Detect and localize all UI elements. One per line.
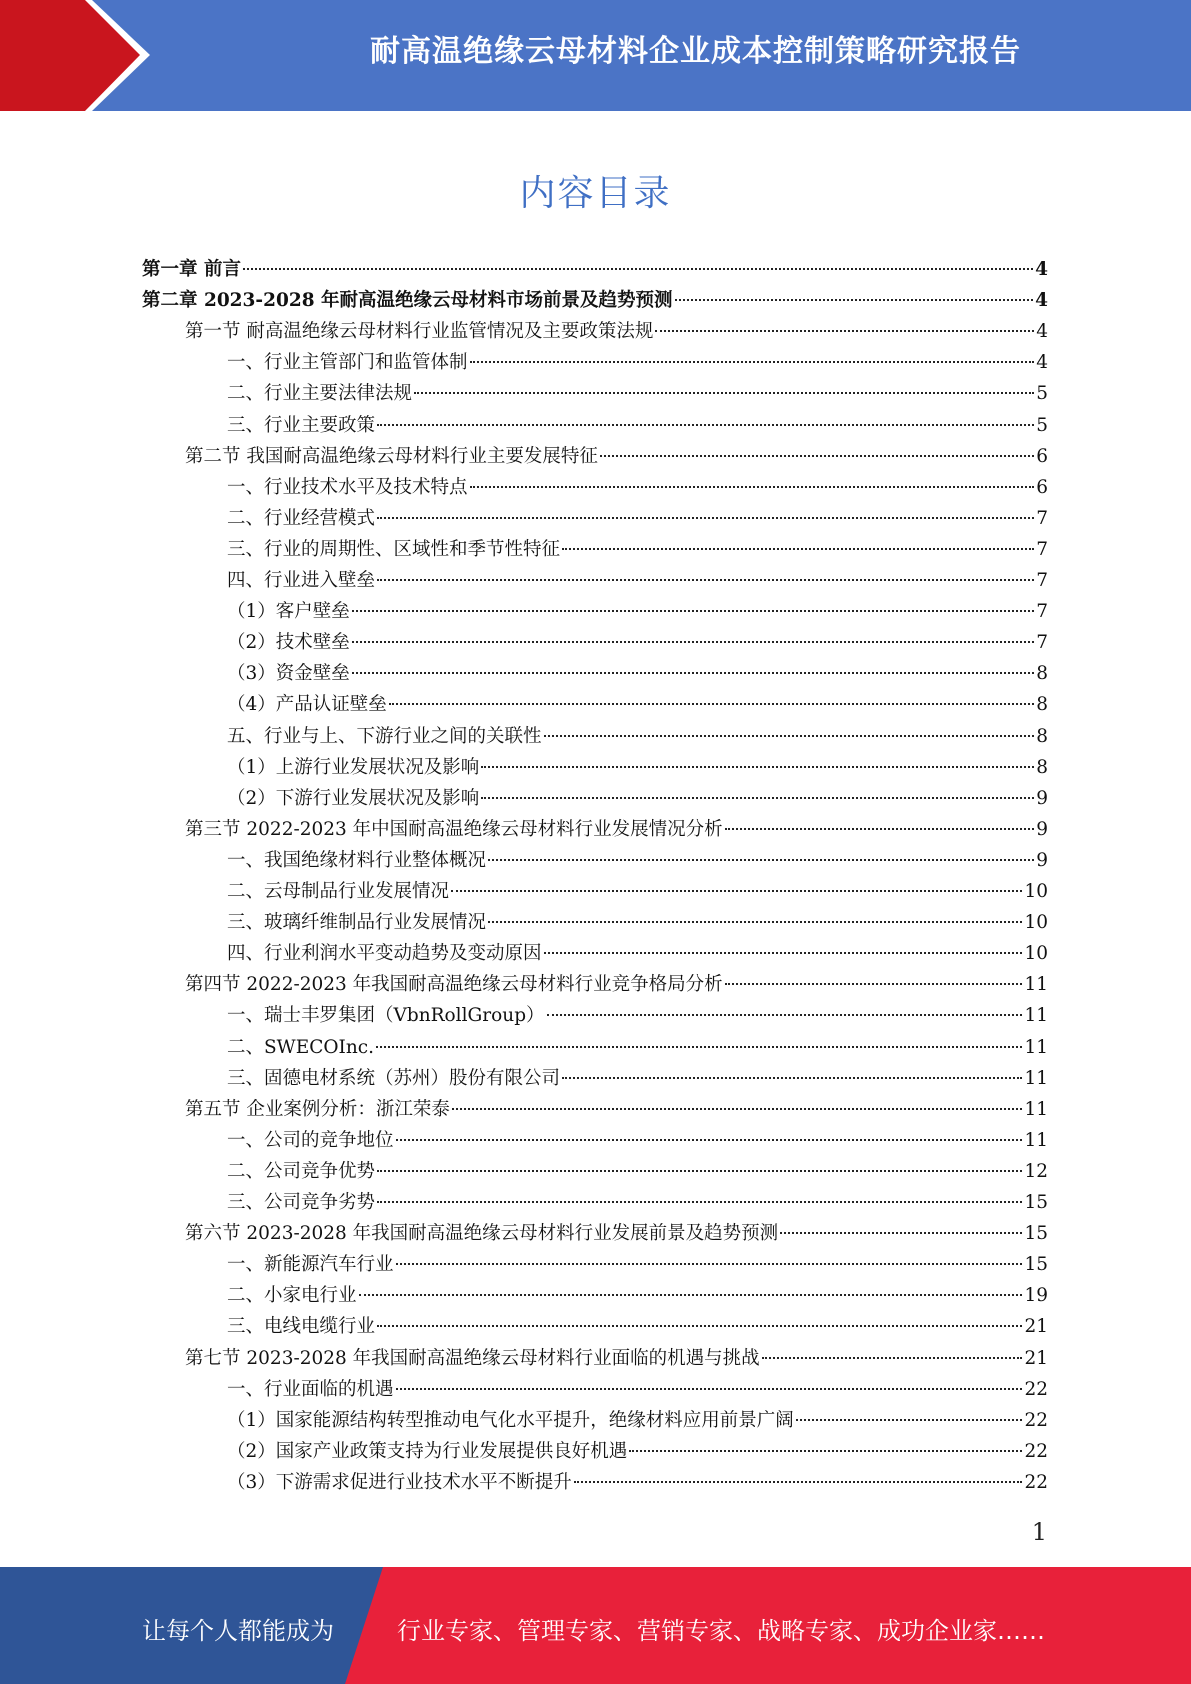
toc-entry-page: 11	[1024, 974, 1048, 996]
toc-entry-page: 10	[1024, 912, 1048, 934]
toc-entry-page: 7	[1036, 632, 1048, 654]
toc-entry[interactable]	[227, 1280, 1048, 1311]
toc-leader-dots	[451, 890, 1022, 892]
toc-entry[interactable]	[227, 938, 1048, 969]
toc-entry-page: 6	[1036, 476, 1048, 498]
footer-slogan-right: 行业专家、管理专家、营销专家、战略专家、成功企业家……	[397, 1617, 1045, 1645]
toc-entry[interactable]	[227, 845, 1048, 876]
toc-leader-dots	[243, 268, 1033, 270]
toc-leader-dots	[481, 797, 1034, 799]
toc-entry-page: 7	[1036, 570, 1048, 591]
toc-entry-page: 22	[1024, 1378, 1048, 1400]
toc-entry-page: 11	[1024, 1067, 1048, 1089]
toc-entry-page: 11	[1024, 1129, 1048, 1151]
toc-entry-label: 第四节 2022-2023 年我国耐高温绝缘云母材料行业竞争格局分析	[185, 974, 723, 996]
toc-entry-label: 第五节 企业案例分析：浙江荣泰	[185, 1098, 450, 1120]
toc-entry-page: 15	[1024, 1223, 1048, 1245]
toc-entry[interactable]	[227, 876, 1048, 907]
toc-entry-page: 7	[1036, 507, 1048, 529]
toc-entry[interactable]	[227, 347, 1048, 378]
toc-entry[interactable]	[227, 689, 1048, 720]
toc-heading: 内容目录	[519, 173, 672, 214]
toc-entry-label: 一、新能源汽车行业	[227, 1254, 394, 1276]
toc-entry-label: 一、公司的竞争地位	[227, 1129, 394, 1151]
toc-entry[interactable]	[227, 1156, 1048, 1187]
toc-leader-dots	[359, 1294, 1023, 1296]
toc-leader-dots	[725, 828, 1035, 830]
toc-entry[interactable]	[227, 1311, 1048, 1342]
toc-entry-page: 10	[1024, 881, 1048, 902]
toc-entry-page: 9	[1036, 818, 1048, 840]
header-banner	[0, 0, 1191, 111]
toc-leader-dots	[377, 1325, 1022, 1327]
toc-entry[interactable]	[227, 1125, 1048, 1156]
toc-entry-page: 4	[1036, 321, 1048, 343]
document-title: 耐高温绝缘云母材料企业成本控制策略研究报告	[370, 34, 1021, 69]
toc-entry[interactable]	[227, 596, 1048, 627]
footer-slogan-left: 让每个人都能成为	[142, 1617, 334, 1645]
toc-entry[interactable]	[185, 814, 1048, 845]
toc-leader-dots	[562, 1077, 1022, 1079]
toc-entry-page: 22	[1024, 1440, 1048, 1462]
toc-entry-label: （2）下游行业发展状况及影响	[227, 787, 480, 809]
toc-entry-label: 一、行业面临的机遇	[227, 1378, 394, 1400]
toc-entry-page: 5	[1036, 414, 1048, 436]
toc-leader-dots	[562, 548, 1034, 550]
toc-entry[interactable]	[227, 534, 1048, 565]
toc-leader-dots	[600, 455, 1034, 457]
toc-entry[interactable]	[142, 285, 1048, 316]
toc-entry-label: （1）上游行业发展状况及影响	[227, 756, 480, 778]
toc-leader-dots	[655, 330, 1034, 332]
toc-leader-dots	[377, 579, 1034, 581]
toc-entry-page: 12	[1024, 1160, 1048, 1182]
toc-entry[interactable]	[227, 907, 1048, 938]
toc-entry-page: 11	[1024, 1098, 1048, 1120]
toc-entry-label: （3）资金壁垒	[227, 663, 350, 685]
toc-entry-label: （2）国家产业政策支持为行业发展提供良好机遇	[227, 1440, 628, 1462]
toc-entry-label: （1）客户壁垒	[227, 601, 350, 623]
toc-leader-dots	[396, 1139, 1023, 1141]
toc-entry[interactable]	[142, 254, 1048, 285]
header-arrow-icon	[0, 0, 160, 111]
toc-entry-page: 11	[1024, 1005, 1048, 1027]
toc-leader-dots	[377, 517, 1034, 519]
toc-entry-label: （3）下游需求促进行业技术水平不断提升	[227, 1471, 572, 1493]
toc-entry[interactable]	[227, 1436, 1048, 1467]
toc-entry-label: 三、电线电缆行业	[227, 1316, 376, 1338]
toc-entry[interactable]	[227, 1032, 1048, 1063]
toc-leader-dots	[352, 672, 1034, 674]
toc-leader-dots	[488, 859, 1034, 861]
toc-entry-label: 一、行业主管部门和监管体制	[227, 352, 468, 374]
toc-leader-dots	[629, 1450, 1022, 1452]
toc-entry-label: 第六节 2023-2028 年我国耐高温绝缘云母材料行业发展前景及趋势预测	[185, 1223, 779, 1245]
toc-leader-dots	[470, 486, 1035, 488]
toc-leader-dots	[547, 1014, 1023, 1016]
toc-entry-label: 二、小家电行业	[227, 1285, 357, 1307]
toc-entry-label: 二、行业经营模式	[227, 507, 376, 529]
toc-entry[interactable]	[185, 1218, 1048, 1249]
page-number: 1	[1031, 1518, 1047, 1546]
toc-entry-label: 第一节 耐高温绝缘云母材料行业监管情况及主要政策法规	[185, 321, 654, 343]
toc-entry-label: （2）技术壁垒	[227, 632, 350, 654]
toc-entry[interactable]	[185, 1094, 1048, 1125]
toc-entry-label: 第一章 前言	[142, 259, 241, 280]
toc-entry[interactable]	[227, 752, 1048, 783]
toc-entry-page: 21	[1024, 1316, 1048, 1338]
toc-leader-dots	[452, 1108, 1023, 1110]
toc-entry[interactable]	[227, 410, 1048, 441]
toc-entry[interactable]	[185, 316, 1048, 347]
toc-entry-page: 4	[1036, 352, 1048, 374]
toc-leader-dots	[377, 424, 1034, 426]
toc-leader-dots	[481, 766, 1034, 768]
toc-entry-page: 4	[1035, 290, 1048, 312]
toc-entry[interactable]	[227, 783, 1048, 814]
toc-entry[interactable]	[185, 969, 1048, 1000]
toc-entry-label: 二、云母制品行业发展情况	[227, 881, 450, 902]
toc-entry-label: 二、公司竞争优势	[227, 1160, 376, 1182]
toc-leader-dots	[377, 1170, 1022, 1172]
toc-entry-label: 二、SWECOInc.	[227, 1036, 374, 1058]
toc-entry-label: 二、行业主要法律法规	[227, 383, 413, 405]
toc-leader-dots	[675, 299, 1034, 301]
toc-entry[interactable]	[227, 721, 1048, 752]
toc-entry[interactable]	[227, 1000, 1048, 1031]
toc-leader-dots	[574, 1481, 1023, 1483]
toc-entry-label: 四、行业利润水平变动趋势及变动原因	[227, 943, 542, 965]
toc-leader-dots	[414, 392, 1034, 394]
toc-entry-page: 22	[1024, 1471, 1048, 1493]
toc-entry-page: 15	[1024, 1192, 1048, 1213]
toc-leader-dots	[488, 921, 1022, 923]
toc-leader-dots	[725, 983, 1023, 985]
toc-leader-dots	[780, 1232, 1022, 1234]
toc-entry[interactable]	[185, 441, 1048, 472]
toc-entry-page: 9	[1036, 787, 1048, 809]
toc-entry-label: 三、公司竞争劣势	[227, 1192, 376, 1213]
toc-leader-dots	[470, 361, 1035, 363]
toc-leader-dots	[796, 1419, 1023, 1421]
toc-entry-page: 10	[1024, 943, 1048, 965]
toc-entry-label: 四、行业进入壁垒	[227, 570, 376, 591]
toc-leader-dots	[376, 1046, 1022, 1048]
toc-leader-dots	[396, 1263, 1023, 1265]
toc-entry-page: 8	[1036, 756, 1048, 778]
toc-leader-dots	[544, 735, 1035, 737]
toc-entry-page: 5	[1036, 383, 1048, 405]
toc-entry-label: 第二章 2023-2028 年耐高温绝缘云母材料市场前景及趋势预测	[142, 290, 673, 312]
toc-entry-page: 6	[1036, 445, 1048, 467]
toc-entry-page: 7	[1036, 601, 1048, 623]
toc-leader-dots	[352, 610, 1034, 612]
toc-entry-label: （4）产品认证壁垒	[227, 694, 387, 716]
toc-entry-page: 7	[1036, 538, 1048, 560]
toc-entry-label: 三、固德电材系统（苏州）股份有限公司	[227, 1067, 561, 1089]
toc-entry[interactable]	[185, 1343, 1048, 1374]
toc-entry-page: 4	[1035, 259, 1048, 280]
toc-entry[interactable]	[227, 658, 1048, 689]
toc-entry-label: 一、我国绝缘材料行业整体概况	[227, 849, 487, 871]
toc-entry-label: 三、玻璃纤维制品行业发展情况	[227, 912, 487, 934]
toc-entry-label: 五、行业与上、下游行业之间的关联性	[227, 725, 542, 747]
toc-entry-label: 一、行业技术水平及技术特点	[227, 476, 468, 498]
toc-entry[interactable]	[227, 1467, 1048, 1498]
toc-leader-dots	[352, 641, 1034, 643]
toc-entry-page: 19	[1024, 1285, 1048, 1307]
toc-entry-page: 15	[1024, 1254, 1048, 1276]
toc-entry[interactable]	[227, 565, 1048, 596]
toc-entry[interactable]	[227, 503, 1048, 534]
toc-entry-label: 三、行业的周期性、区域性和季节性特征	[227, 538, 561, 560]
toc-entry-page: 9	[1036, 849, 1048, 871]
toc-entry-label: 第二节 我国耐高温绝缘云母材料行业主要发展特征	[185, 445, 598, 467]
toc-entry[interactable]	[227, 1405, 1048, 1436]
toc-entry[interactable]	[227, 1187, 1048, 1218]
toc-leader-dots	[544, 952, 1023, 954]
toc-entry[interactable]	[227, 1249, 1048, 1280]
toc-entry-label: 第三节 2022-2023 年中国耐高温绝缘云母材料行业发展情况分析	[185, 818, 723, 840]
toc-entry[interactable]	[227, 378, 1048, 409]
toc-entry-label: 第七节 2023-2028 年我国耐高温绝缘云母材料行业面临的机遇与挑战	[185, 1347, 760, 1369]
footer-banner	[0, 1567, 1191, 1684]
toc-entry[interactable]	[227, 1063, 1048, 1094]
toc-entry-page: 11	[1024, 1036, 1048, 1058]
toc-entry-page: 8	[1036, 694, 1048, 716]
toc-entry[interactable]	[227, 1374, 1048, 1405]
toc-entry-label: 一、瑞士丰罗集团（VbnRollGroup）	[227, 1005, 545, 1027]
toc-leader-dots	[377, 1201, 1022, 1203]
toc-entry-page: 8	[1036, 663, 1048, 685]
toc-entry-page: 22	[1024, 1409, 1048, 1431]
toc-leader-dots	[762, 1357, 1023, 1359]
toc-entry[interactable]	[227, 627, 1048, 658]
toc-entry-page: 8	[1036, 725, 1048, 747]
toc-leader-dots	[389, 703, 1034, 705]
toc-entry-page: 21	[1024, 1347, 1048, 1369]
toc-entry[interactable]	[227, 472, 1048, 503]
toc-entry-label: （1）国家能源结构转型推动电气化水平提升，绝缘材料应用前景广阔	[227, 1409, 794, 1431]
toc-leader-dots	[396, 1388, 1023, 1390]
toc-entry-label: 三、行业主要政策	[227, 414, 376, 436]
